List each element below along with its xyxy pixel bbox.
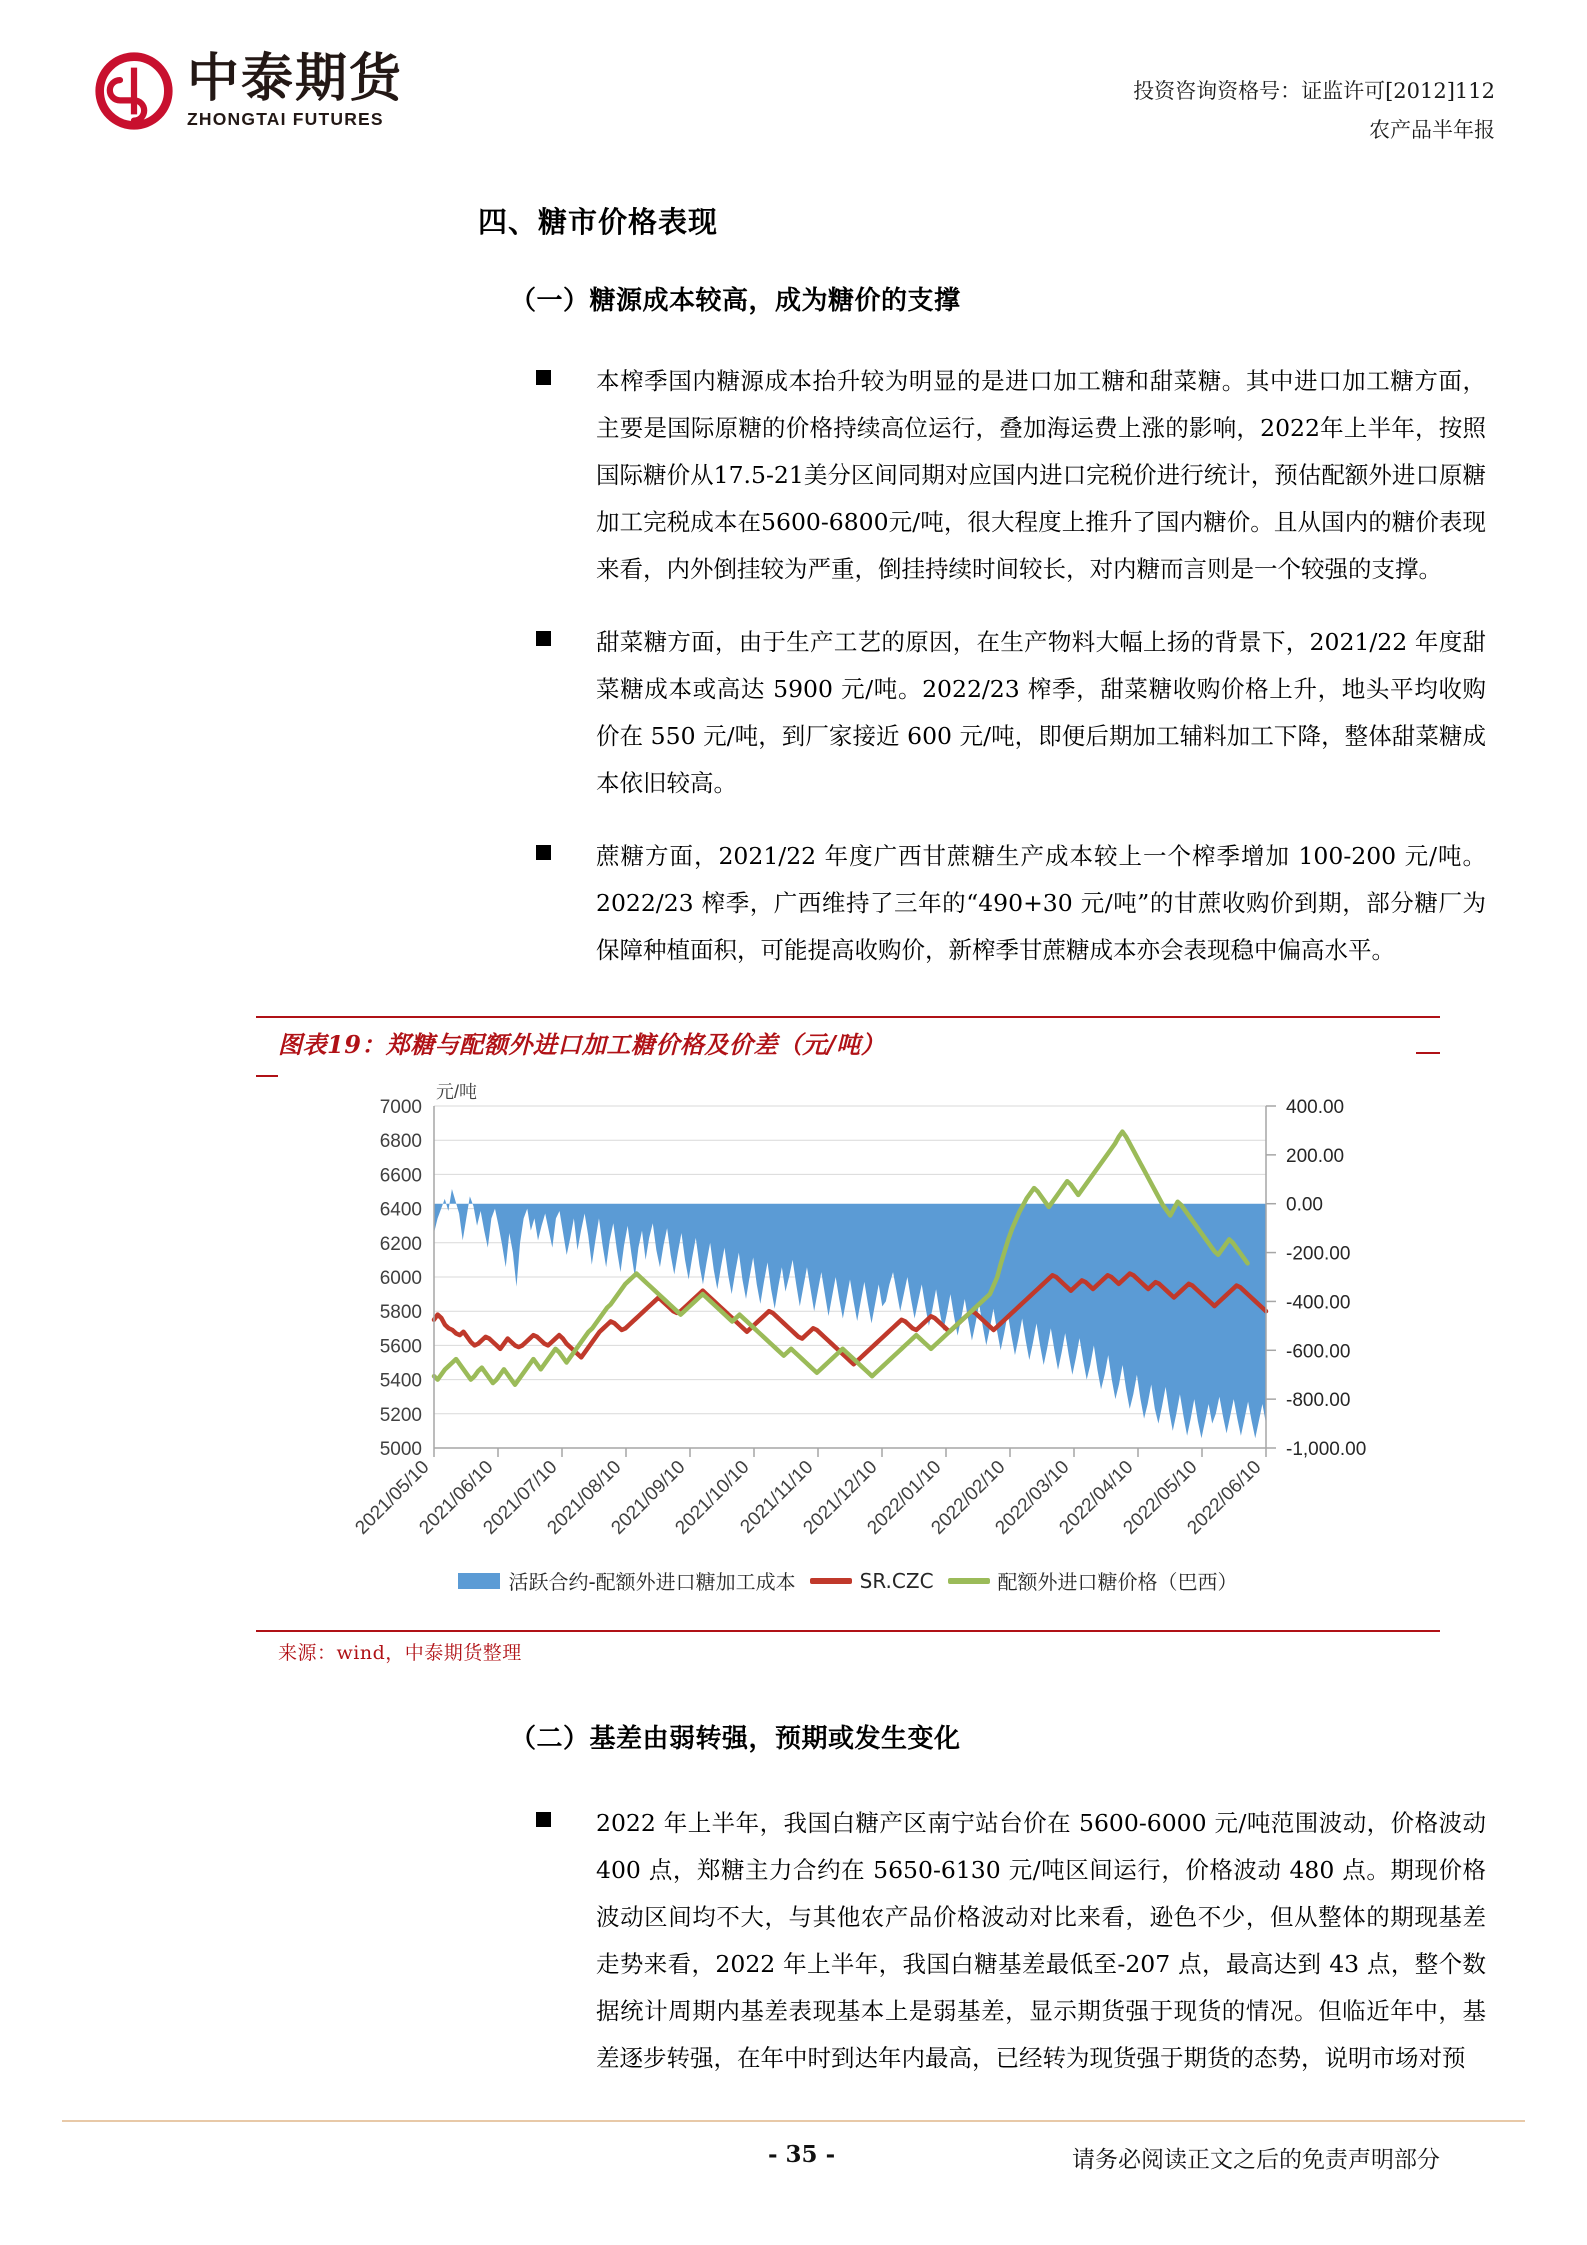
x-axis-tick: 2022/02/10: [927, 1456, 1010, 1539]
y-axis-unit-label: 元/吨: [436, 1082, 478, 1102]
x-axis-tick: 2022/01/10: [863, 1456, 946, 1539]
y-axis-tick: 5200: [379, 1404, 422, 1426]
figure-source: 来源：wind，中泰期货整理: [278, 1642, 522, 1664]
figure-caption-dash-right: [1416, 1052, 1440, 1054]
x-axis-tick: 2021/09/10: [607, 1456, 690, 1539]
bullet-square-icon: [536, 1812, 551, 1827]
qualification-number: 投资咨询资格号：证监许可[2012]112: [1133, 79, 1495, 103]
bullet-square-icon: [536, 845, 551, 860]
figure-caption: 图表19：郑糖与配额外进口加工糖价格及价差（元/吨）: [278, 1030, 886, 1059]
list-item: [536, 1800, 1486, 2082]
y-axis-tick: 5800: [379, 1302, 422, 1324]
x-axis-tick: 2022/05/10: [1119, 1456, 1202, 1539]
y-axis-tick: 7000: [379, 1097, 422, 1118]
x-axis-tick: 2021/12/10: [799, 1456, 882, 1539]
y2-axis-tick: 0.00: [1286, 1194, 1323, 1216]
subsection-heading-2: （二）基差由弱转强，预期或发生变化: [510, 1724, 961, 1754]
chart-legend: [256, 1566, 1440, 1595]
list-item: [536, 358, 1486, 593]
y2-axis-tick: -800.00: [1286, 1390, 1351, 1412]
y-axis-tick: 6000: [379, 1268, 422, 1289]
y-axis-tick: 5400: [379, 1370, 422, 1392]
chart-area-series: [434, 1189, 1266, 1438]
x-axis-tick: 2021/06/10: [415, 1456, 498, 1539]
page-header: [0, 0, 1587, 180]
y2-axis-tick: -200.00: [1286, 1243, 1351, 1265]
page-number: - 35 -: [768, 2141, 836, 2168]
list-item: [536, 833, 1486, 974]
zhongtai-logo-icon: [95, 52, 173, 130]
x-axis-tick: 2021/08/10: [543, 1456, 626, 1539]
page-footer: [62, 2135, 1525, 2195]
bullet-text: 蔗糖方面，2021/22 年度广西甘蔗糖生产成本较上一个榨季增加 100-200 元/吨。2022/23 榨季，广西维持了三年的“490+30 元/吨”的甘蔗收购价到期，部分糖厂为保障种植面积，可能提高收购价，新榨季甘蔗糖成本亦会表现稳中偏高水平。: [596, 842, 1486, 964]
legend-swatch-green-icon: [948, 1578, 990, 1584]
y2-axis-tick: -1,000.00: [1286, 1439, 1367, 1460]
bullet-square-icon: [536, 370, 551, 385]
x-axis-tick: 2021/05/10: [351, 1456, 434, 1539]
x-axis-tick: 2021/10/10: [671, 1456, 754, 1539]
x-axis-tick: 2022/04/10: [1055, 1456, 1138, 1539]
y2-axis-tick: 400.00: [1286, 1097, 1345, 1118]
legend-item-brazil: [948, 1566, 1238, 1595]
bullet-list-2: [536, 1800, 1486, 2108]
legend-swatch-red-icon: [810, 1578, 852, 1584]
legend-item-area: [458, 1566, 795, 1595]
bullet-text: 本榨季国内糖源成本抬升较为明显的是进口加工糖和甜菜糖。其中进口加工糖方面，主要是国际原糖的价格持续高位运行，叠加海运费上涨的影响，2022年上半年，按照国际糖价从17.5-21美分区间同期对应国内进口完税价进行统计，预估配额外进口原糖加工完税成本在5600-6800元/吨，很大程度上推升了国内糖价。且从国内的糖价表现来看，内外倒挂较为严重，倒挂持续时间较长，对内糖而言则是一个较强的支撑。: [596, 367, 1486, 583]
legend-item-sr: [810, 1569, 934, 1593]
legend-label: 配额外进口糖价格（巴西）: [997, 1570, 1238, 1594]
y-axis-tick: 5600: [379, 1336, 422, 1358]
y-axis-tick: 6600: [379, 1165, 422, 1187]
disclaimer-text: 请务必阅读正文之后的免责声明部分: [1072, 2147, 1440, 2173]
footer-divider: [62, 2120, 1525, 2122]
y-axis-tick: 6400: [379, 1199, 422, 1221]
logo-text-en: ZHONGTAI FUTURES: [187, 109, 384, 130]
chart-canvas: [256, 1066, 1440, 1566]
company-logo: [95, 49, 404, 130]
report-type: 农产品半年报: [1369, 117, 1495, 142]
bullet-list-1: [536, 358, 1486, 1000]
y-axis-tick: 5000: [379, 1439, 422, 1460]
figure-19: [256, 1016, 1440, 1665]
price-spread-chart: [256, 1066, 1440, 1626]
legend-label: 活跃合约-配额外进口糖加工成本: [508, 1570, 796, 1594]
y-axis-tick: 6800: [379, 1131, 422, 1153]
section-heading: 四、糖市价格表现: [478, 205, 719, 239]
y2-axis-tick: -600.00: [1286, 1341, 1351, 1363]
bullet-text: 甜菜糖方面，由于生产工艺的原因，在生产物料大幅上扬的背景下，2021/22 年度甜菜糖成本或高达 5900 元/吨。2022/23 榨季，甜菜糖收购价格上升，地头平均收购价在 550 元/吨，到厂家接近 600 元/吨，即便后期加工辅料加工下降，整体甜菜糖成本依旧较高。: [596, 628, 1486, 797]
legend-label: SR.CZC: [859, 1568, 934, 1593]
x-axis-tick: 2022/06/10: [1183, 1456, 1266, 1539]
logo-text-cn: 中泰期货: [187, 49, 404, 110]
list-item: [536, 619, 1486, 807]
legend-swatch-blue-icon: [458, 1573, 500, 1589]
x-axis-tick: 2022/03/10: [991, 1456, 1074, 1539]
bullet-text: 2022 年上半年，我国白糖产区南宁站台价在 5600-6000 元/吨范围波动，价格波动 400 点，郑糖主力合约在 5650-6130 元/吨区间运行，价格波动 480 点。期现价格波动区间均不大，与其他农产品价格波动对比来看，逊色不少，但从整体的期现基差走势来看，2022 年上半年，我国白糖基差最低至-207 点，最高达到 43 点，整个数据统计周期内基差表现基本上是弱基差，显示期货强于现货的情况。但临近年中，基差逐步转强，在年中时到达年内最高，已经转为现货强于期货的态势，说明市场对预: [596, 1809, 1486, 2072]
y-axis-tick: 6200: [379, 1233, 422, 1255]
header-meta: [1133, 72, 1495, 150]
x-axis-tick: 2021/07/10: [479, 1456, 562, 1539]
y2-axis-tick: -400.00: [1286, 1292, 1351, 1314]
bullet-square-icon: [536, 631, 551, 646]
y2-axis-tick: 200.00: [1286, 1145, 1345, 1167]
subsection-heading-1: （一）糖源成本较高，成为糖价的支撑: [510, 286, 961, 316]
x-axis-tick: 2021/11/10: [736, 1456, 818, 1538]
